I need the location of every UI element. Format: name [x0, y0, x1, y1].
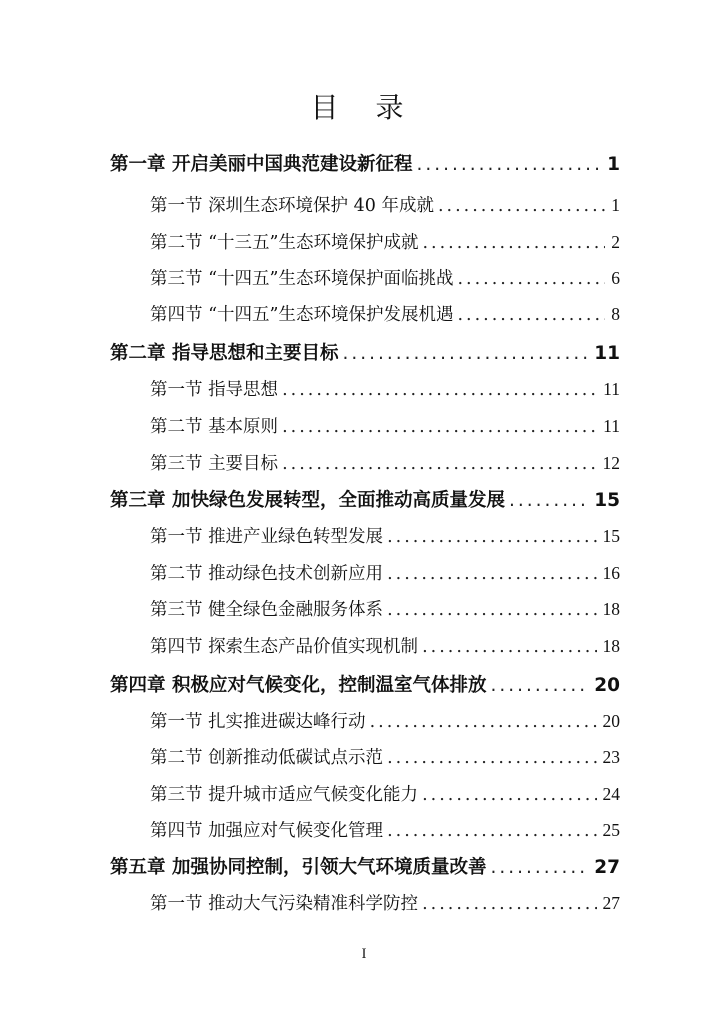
- toc-entry-page: 20: [594, 675, 620, 696]
- leader-dots: [457, 269, 605, 289]
- leader-dots: [370, 712, 597, 732]
- toc-entry-label: 第五章 加强协同控制，引领大气环境质量改善: [110, 857, 487, 878]
- leader-dots: [416, 154, 601, 175]
- leader-dots: [422, 785, 596, 805]
- page-number-footer: I: [361, 946, 367, 962]
- toc-entry-label: 第四节 加强应对气候变化管理: [150, 821, 384, 841]
- leader-dots: [509, 490, 588, 511]
- leader-dots: [282, 417, 597, 437]
- toc-entry-label: 第三章 加快绿色发展转型，全面推动高质量发展: [110, 490, 505, 511]
- leader-dots: [387, 600, 596, 620]
- toc-entry-label: 第一节 深圳生态环境保护 40 年成就: [150, 196, 434, 216]
- toc-entry-page: 8: [611, 304, 620, 324]
- toc-entry-page: 27: [602, 893, 620, 913]
- leader-dots: [490, 857, 588, 878]
- toc-entry-page: 1: [611, 195, 620, 215]
- toc-entry-page: 2: [611, 232, 620, 252]
- toc-entry-label: 第二节 创新推动低碳试点示范: [150, 748, 384, 768]
- toc-entry-label: 第一节 扎实推进碳达峰行动: [150, 712, 366, 732]
- toc-entry-label: 第四章 积极应对气候变化，控制温室气体排放: [110, 675, 487, 696]
- toc-entry-page: 25: [602, 820, 620, 840]
- leader-dots: [282, 380, 597, 400]
- toc-entry-label: 第二节 推动绿色技术创新应用: [150, 564, 384, 584]
- toc-entry-label: 第一章 开启美丽中国典范建设新征程: [110, 154, 413, 175]
- toc-entry-label: 第三节 主要目标: [150, 454, 279, 474]
- toc-section-3-2[interactable]: [150, 560, 620, 585]
- leader-dots: [490, 675, 588, 696]
- toc-entry-page: 23: [602, 747, 620, 767]
- toc-section-1-1[interactable]: [150, 192, 620, 217]
- toc-entry-page: 16: [602, 563, 620, 583]
- toc-chapter-3[interactable]: [110, 486, 620, 512]
- toc-entry-label: 第三节 提升城市适应气候变化能力: [150, 785, 419, 805]
- toc-section-3-4[interactable]: [150, 633, 620, 658]
- toc-section-5-1[interactable]: [150, 890, 620, 915]
- toc-section-2-1[interactable]: [150, 376, 620, 401]
- leader-dots: [387, 527, 596, 547]
- toc-entry-label: 第三节 “十四五”生态环境保护面临挑战: [150, 269, 454, 289]
- toc-entry-page: 18: [602, 636, 620, 656]
- toc-section-4-4[interactable]: [150, 817, 620, 842]
- leader-dots: [422, 637, 596, 657]
- toc-chapter-5[interactable]: [110, 853, 620, 879]
- leader-dots: [342, 343, 588, 364]
- toc-title: 目 录: [310, 91, 418, 124]
- toc-section-1-2[interactable]: [150, 229, 620, 254]
- toc-entry-page: 18: [602, 599, 620, 619]
- toc-entry-page: 15: [602, 526, 620, 546]
- leader-dots: [457, 305, 605, 325]
- toc-entry-page: 11: [603, 379, 620, 399]
- toc-entry-label: 第二节 基本原则: [150, 417, 279, 437]
- toc-section-4-1[interactable]: [150, 708, 620, 733]
- toc-section-3-1[interactable]: [150, 523, 620, 548]
- leader-dots: [438, 196, 605, 216]
- toc-entry-page: 20: [602, 711, 620, 731]
- toc-chapter-1[interactable]: [110, 150, 620, 176]
- toc-entry-label: 第二节 “十三五”生态环境保护成就: [150, 233, 419, 253]
- leader-dots: [422, 233, 605, 253]
- toc-section-2-2[interactable]: [150, 413, 620, 438]
- leader-dots: [387, 564, 596, 584]
- toc-section-3-3[interactable]: [150, 596, 620, 621]
- leader-dots: [422, 894, 596, 914]
- toc-section-4-3[interactable]: [150, 781, 620, 806]
- leader-dots: [282, 454, 596, 474]
- toc-entry-label: 第四节 “十四五”生态环境保护发展机遇: [150, 305, 454, 325]
- toc-chapter-4[interactable]: [110, 671, 620, 697]
- leader-dots: [387, 748, 596, 768]
- toc-section-1-3[interactable]: [150, 265, 620, 290]
- toc-entry-page: 11: [594, 343, 620, 364]
- toc-entry-label: 第一节 推进产业绿色转型发展: [150, 527, 384, 547]
- toc-entry-page: 24: [602, 784, 620, 804]
- toc-entry-page: 27: [594, 857, 620, 878]
- toc-entry-page: 6: [611, 268, 620, 288]
- toc-chapter-2[interactable]: [110, 339, 620, 365]
- toc-section-2-3[interactable]: [150, 450, 620, 475]
- toc-entry-page: 1: [607, 154, 620, 175]
- toc-section-1-4[interactable]: [150, 301, 620, 326]
- toc-entry-label: 第一节 指导思想: [150, 380, 279, 400]
- toc-entry-label: 第四节 探索生态产品价值实现机制: [150, 637, 419, 657]
- toc-entry-page: 11: [603, 416, 620, 436]
- toc-entry-label: 第一节 推动大气污染精准科学防控: [150, 894, 419, 914]
- toc-section-4-2[interactable]: [150, 744, 620, 769]
- toc-entry-page: 12: [602, 453, 620, 473]
- toc-entry-label: 第二章 指导思想和主要目标: [110, 343, 339, 364]
- toc-entry-label: 第三节 健全绿色金融服务体系: [150, 600, 384, 620]
- leader-dots: [387, 821, 596, 841]
- toc-entry-page: 15: [594, 490, 620, 511]
